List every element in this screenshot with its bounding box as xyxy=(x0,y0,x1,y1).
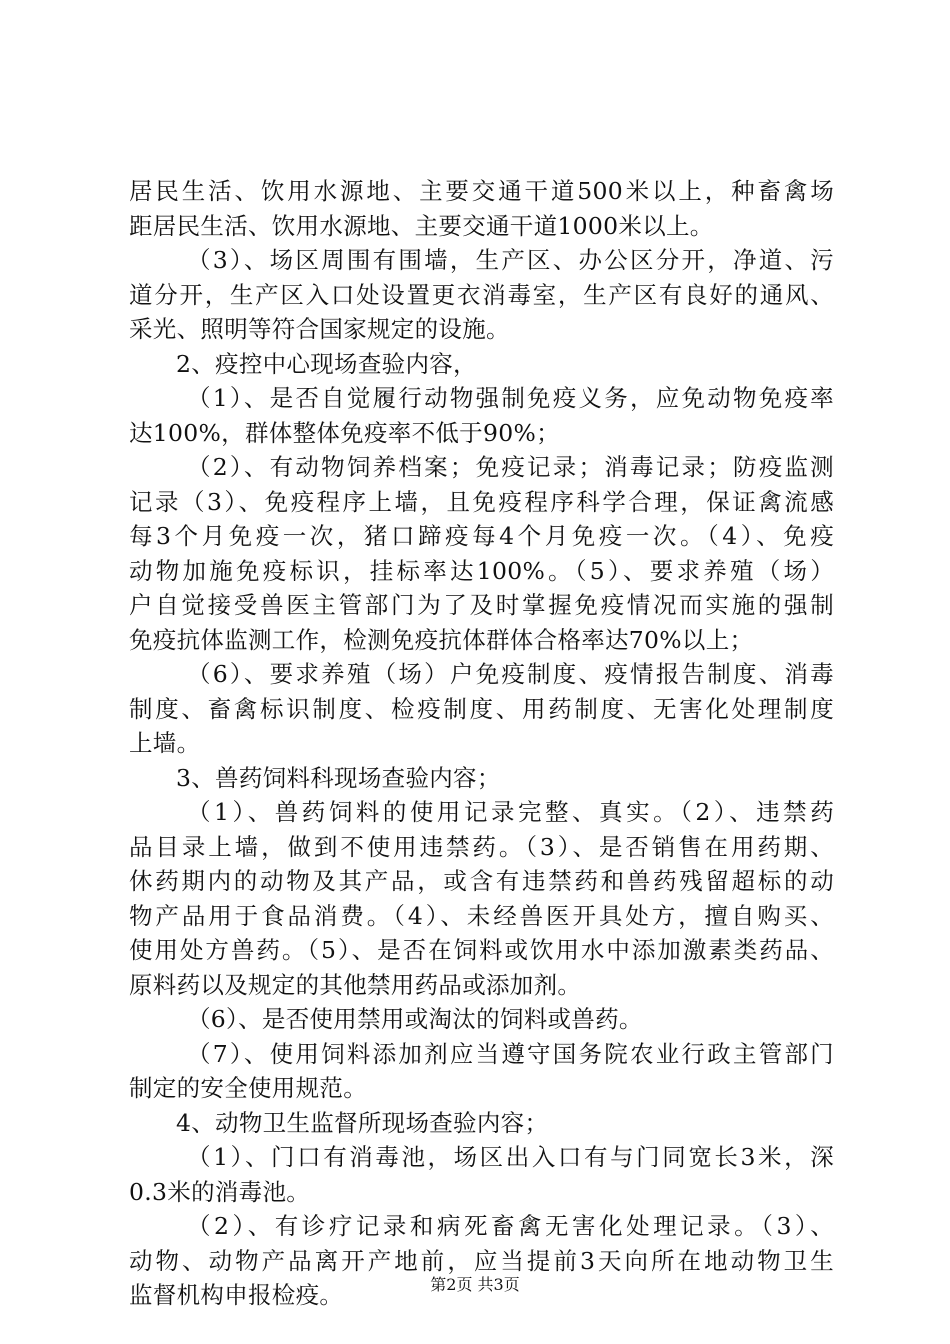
text-line: （1）、兽药饲料的使用记录完整、真实。（2）、违禁药 xyxy=(187,798,834,826)
text-line: 免疫抗体监测工作，检测免疫抗体群体合格率达70%以上； xyxy=(129,625,754,654)
text-line: 户自觉接受兽医主管部门为了及时掌握免疫情况而实施的强制 xyxy=(129,591,834,619)
text-line: 使用处方兽药。（5）、是否在饲料或饮用水中添加激素类药品、 xyxy=(129,936,834,964)
text-line: （6）、是否使用禁用或淘汰的饲料或兽药。 xyxy=(187,1005,643,1033)
text-line: 记录（3）、免疫程序上墙，且免疫程序科学合理，保证禽流感 xyxy=(129,487,834,516)
text-line: 居民生活、饮用水源地、主要交通干道500米以上，种畜禽场 xyxy=(129,177,834,205)
section-heading: 2、疫控中心现场查验内容， xyxy=(176,349,477,378)
text-line: （6）、要求养殖（场）户免疫制度、疫情报告制度、消毒 xyxy=(187,660,834,688)
text-line: 监督机构申报检疫。 xyxy=(129,1281,344,1309)
text-line: （1）、是否自觉履行动物强制免疫义务，应免动物免疫率 xyxy=(187,384,834,412)
text-line: （2）、有诊疗记录和病死畜禽无害化处理记录。（3）、 xyxy=(187,1212,834,1240)
text-line: （7）、使用饲料添加剂应当遵守国务院农业行政主管部门 xyxy=(187,1039,834,1068)
text-line: 每3个月免疫一次，猪口蹄疫每4个月免疫一次。（4）、免疫 xyxy=(129,522,834,550)
text-line: 达100%，群体整体免疫率不低于90%； xyxy=(129,418,560,447)
document-body xyxy=(129,174,834,1313)
page-number-label: 第2页 共3页 xyxy=(430,1275,520,1294)
page-footer xyxy=(0,1272,950,1295)
text-line: 制定的安全使用规范。 xyxy=(129,1074,367,1102)
text-line: 原料药以及规定的其他禁用药品或添加剂。 xyxy=(129,970,582,999)
section-heading: 3、兽药饲料科现场查验内容； xyxy=(176,763,501,792)
text-line: 上墙。 xyxy=(129,729,201,757)
text-line: 距居民生活、饮用水源地、主要交通干道1000米以上。 xyxy=(129,211,714,240)
text-line: 采光、照明等符合国家规定的设施。 xyxy=(129,315,510,343)
text-line: 动物加施免疫标识，挂标率达100%。（5）、要求养殖（场） xyxy=(129,556,834,585)
text-line: 0.3米的消毒池。 xyxy=(129,1177,311,1206)
text-line: 品目录上墙，做到不使用违禁药。（3）、是否销售在用药期、 xyxy=(129,832,834,861)
text-line: 休药期内的动物及其产品，或含有违禁药和兽药残留超标的动 xyxy=(129,867,834,895)
text-line: 物产品用于食品消费。（4）、未经兽医开具处方，擅自购买、 xyxy=(129,901,834,930)
text-line: （2）、有动物饲养档案；免疫记录；消毒记录；防疫监测 xyxy=(187,453,834,481)
text-line: 制度、畜禽标识制度、检疫制度、用药制度、无害化处理制度 xyxy=(129,694,834,723)
text-line: 动物、动物产品离开产地前，应当提前3天向所在地动物卫生 xyxy=(129,1246,834,1275)
text-line: （3）、场区周围有围墙，生产区、办公区分开，净道、污 xyxy=(187,246,834,274)
section-heading: 4、动物卫生监督所现场查验内容； xyxy=(176,1108,549,1137)
text-line: 道分开，生产区入口处设置更衣消毒室，生产区有良好的通风、 xyxy=(129,280,834,309)
text-line: （1）、门口有消毒池，场区出入口有与门同宽长3米，深 xyxy=(187,1143,834,1171)
